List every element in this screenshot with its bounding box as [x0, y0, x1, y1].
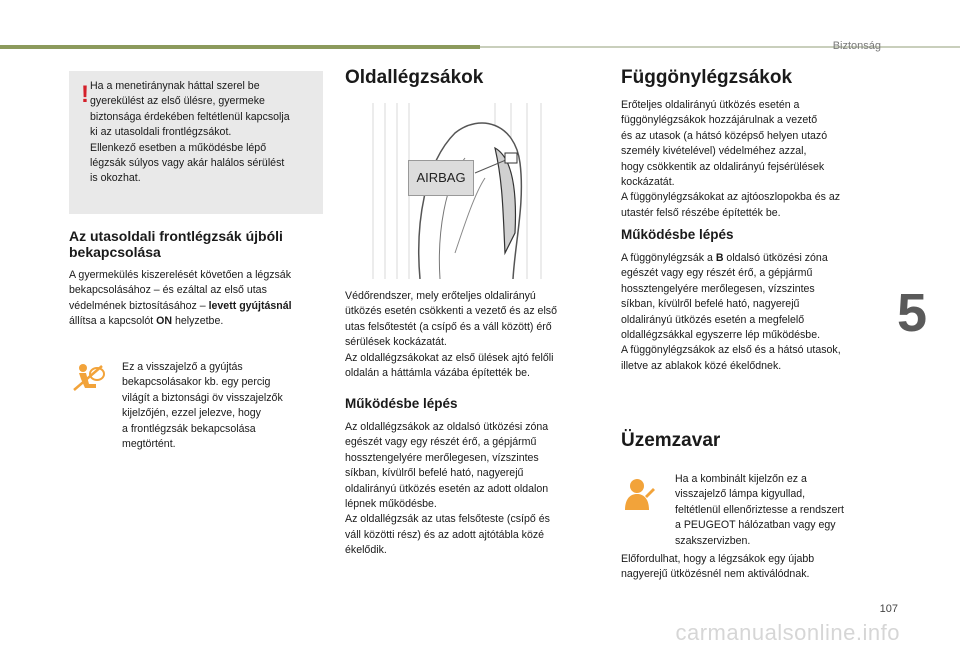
paragraph-line: oldalán a háttámla vázába építették be. — [345, 367, 530, 380]
warning-exclamation-icon: ! — [81, 81, 89, 108]
note-line: Ha a kombinált kijelzőn ez a — [675, 473, 807, 485]
paragraph-line: Az oldallégzsák az utas felsőteste (csípő és — [345, 513, 550, 526]
paragraph-line: hossztengelyére merőlegesen, vízszintes — [621, 282, 815, 295]
section-title: Biztonság — [832, 40, 881, 52]
paragraph-line: egészét vagy egy részét érő, a gépjármű — [345, 436, 537, 449]
note-line: bekapcsolásakor kb. egy percig — [122, 376, 271, 389]
airbag-label: AIRBAG — [408, 160, 474, 196]
text-span: védelmének biztosításához – — [69, 299, 209, 312]
note-line: Ez a visszajelző a gyújtás — [122, 361, 243, 373]
curtain-airbags-paragraph — [621, 98, 881, 221]
paragraph-line: A függönylégzsákokat az ajtóoszlopokba és az — [621, 191, 841, 204]
note-line: megtörtént. — [122, 438, 176, 451]
warning-line: biztonsága érdekében feltétlenül kapcsolja — [90, 110, 290, 123]
paragraph-line: utastér felső részébe építették be. — [621, 206, 781, 219]
paragraph-line: váll közötti rész) és az adott ajtótábla közé — [345, 528, 545, 541]
side-deployment-paragraph — [345, 420, 595, 559]
curtain-deployment-heading: Működésbe lépés — [621, 227, 734, 242]
paragraph-line: Előfordulhat, hogy a légzsákok egy újabb — [621, 553, 815, 565]
warning-text — [90, 79, 314, 187]
reactivation-paragraph — [69, 268, 331, 330]
paragraph-line: Erőteljes oldalirányú ütközés esetén a — [621, 99, 800, 111]
note-line: kijelzőjén, ezzel jelezve, hogy — [122, 407, 261, 420]
header-accent-bar — [0, 45, 480, 49]
paragraph-line: egészét vagy egy részét érő, a gépjármű — [621, 267, 813, 280]
bold-text: ON — [156, 315, 173, 328]
paragraph-line: oldallégzsákkal egyszerre lép működésbe. — [621, 329, 821, 342]
side-deployment-heading: Működésbe lépés — [345, 396, 458, 411]
chapter-number: 5 — [897, 283, 928, 343]
watermark: carmanualsonline.info — [675, 620, 900, 645]
paragraph-line: lépnek működésbe. — [345, 498, 437, 511]
warning-line: Ellenkező esetben a működésbe lépő — [90, 141, 267, 154]
warning-line: ki az utasoldali frontlégzsákot. — [90, 126, 232, 139]
side-airbags-title: Oldallégzsákok — [345, 67, 484, 88]
curtain-deployment-paragraph — [621, 251, 881, 374]
page-number: 107 — [879, 603, 898, 615]
paragraph-line — [69, 314, 331, 329]
text-span: állítsa a kapcsolót — [69, 315, 157, 328]
paragraph-line: síkban, kívülről befelé ható, nagyerejű — [345, 467, 524, 480]
warning-line: gyerekülést az első ülésre, gyermeke — [90, 95, 265, 108]
paragraph-line: és az utasok (a hátsó középső helyen utazó — [621, 129, 828, 142]
paragraph-line: oldalirányú ütközés esetén az adott oldalon — [345, 482, 549, 495]
airbag-indicator-icon — [72, 362, 106, 394]
heading-line: bekapcsolása — [69, 243, 161, 260]
warning-line: is okozhat. — [90, 172, 141, 185]
note-line: feltétlenül ellenőriztesse a rendszert — [675, 503, 845, 516]
paragraph-line: utas felsőtestét (a csípő és a váll között) érő — [345, 320, 552, 333]
malfunction-note — [675, 472, 885, 549]
warning-line: Ha a menetiránynak háttal szerel be — [90, 80, 260, 92]
note-line: visszajelző lámpa kigyullad, — [675, 488, 806, 501]
reactivation-heading — [69, 229, 283, 260]
paragraph-line — [621, 251, 881, 266]
seat-airbag-illustration — [345, 103, 573, 279]
note-line: szakszervizben. — [675, 534, 751, 547]
paragraph-line: függönylégzsákok hozzájárulnak a vezető — [621, 114, 818, 127]
paragraph-line: Védőrendszer, mely erőteljes oldalirányú — [345, 290, 536, 302]
service-warning-icon — [621, 476, 657, 512]
paragraph-line: A gyermekülés kiszerelését követően a légzsák — [69, 269, 291, 281]
bold-text: levett gyújtásnál — [208, 299, 292, 312]
paragraph-line: nagyerejű ütközésnél nem aktiválódnak. — [621, 568, 810, 581]
paragraph-line: személy kivételével) védelméhez azzal, — [621, 145, 807, 158]
text-span: A függönylégzsák a — [621, 252, 716, 264]
paragraph-line: oldalirányú ütközés esetén a megfelelő — [621, 313, 805, 326]
paragraph-line: síkban, kívülről befelé ható, nagyerejű — [621, 298, 800, 311]
paragraph-line: hossztengelyére merőlegesen, vízszintes — [345, 451, 539, 464]
warning-box — [69, 71, 323, 214]
airbag-note — [122, 360, 322, 452]
paragraph-line: kockázatát. — [621, 176, 675, 189]
header-rule — [480, 46, 960, 48]
paragraph-line: ütközés esetén csökkenti a vezető és az első — [345, 305, 557, 318]
paragraph-line: sérülések kockázatát. — [345, 336, 447, 349]
text-span: helyzetbe. — [172, 315, 224, 328]
side-airbags-paragraph — [345, 289, 595, 381]
note-line: a PEUGEOT hálózatban vagy egy — [675, 519, 836, 532]
note-line: a frontlégzsák bekapcsolása — [122, 422, 256, 435]
malfunction-title: Üzemzavar — [621, 430, 721, 451]
bold-text: B — [715, 252, 724, 264]
paragraph-line: bekapcsolásához – és ezáltal az első utas — [69, 284, 267, 297]
paragraph-line — [69, 299, 331, 314]
paragraph-line: illetve az ablakok közé ékelődnek. — [621, 359, 782, 372]
paragraph-line: Az oldallégzsákokat az első ülések ajtó felőli — [345, 351, 554, 364]
warning-line: légzsák súlyos vagy akár halálos sérülést — [90, 157, 285, 170]
paragraph-line: hogy csökkentik az oldalirányú fejsérülések — [621, 160, 825, 173]
heading-line: Az utasoldali frontlégzsák újbóli — [69, 228, 283, 244]
note-line: világít a biztonsági öv visszajelzők — [122, 391, 283, 404]
paragraph-line: ékelődik. — [345, 544, 387, 557]
paragraph-line: A függönylégzsákok az első és a hátsó utasok, — [621, 344, 841, 357]
malfunction-paragraph — [621, 552, 881, 583]
text-span: oldalsó ütközési zóna — [723, 252, 828, 264]
curtain-airbags-title: Függönylégzsákok — [621, 67, 793, 88]
paragraph-line: Az oldallégzsákok az oldalsó ütközési zóna — [345, 421, 549, 433]
